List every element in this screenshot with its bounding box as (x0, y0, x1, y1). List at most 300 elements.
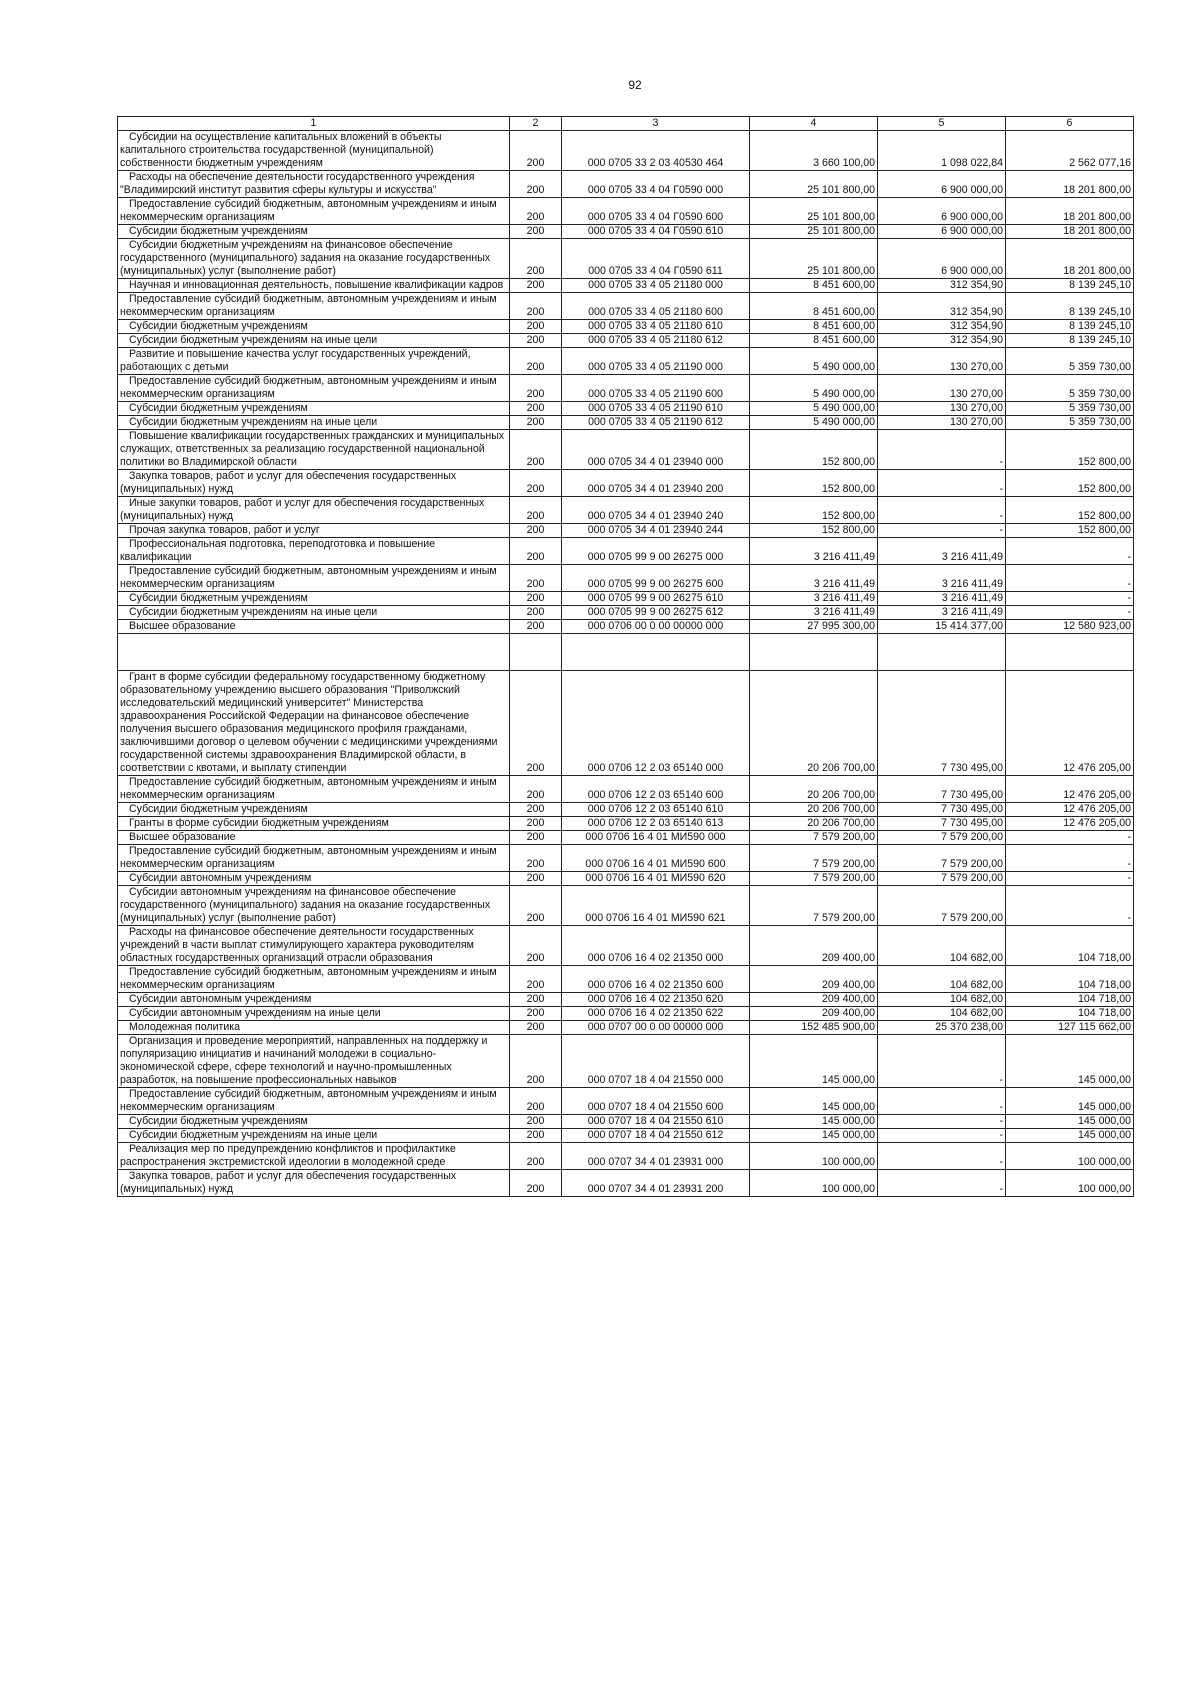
name-cell (118, 592, 510, 606)
classification-code-cell: 000 0706 12 2 03 65140 610 (562, 803, 750, 817)
admin-code-cell: 200 (510, 592, 562, 606)
executed-amount-cell: 3 216 411,49 (878, 592, 1006, 606)
spacer-cell (118, 634, 510, 671)
table-row (118, 402, 1134, 416)
classification-code-cell: 000 0705 99 9 00 26275 600 (562, 565, 750, 592)
executed-amount-cell: 312 354,90 (878, 279, 1006, 293)
approved-amount-cell: 7 579 200,00 (750, 845, 878, 872)
approved-amount-cell: 8 451 600,00 (750, 320, 878, 334)
admin-code-cell: 200 (510, 817, 562, 831)
approved-amount-cell: 7 579 200,00 (750, 886, 878, 926)
executed-amount-cell: 6 900 000,00 (878, 225, 1006, 239)
remaining-amount-cell: 145 000,00 (1006, 1035, 1134, 1088)
approved-amount-cell: 20 206 700,00 (750, 776, 878, 803)
name-cell (118, 620, 510, 634)
row-label: Субсидии автономным учреждениям на финансовое обеспечение государственного (муниципального) задания на оказание государственных (муниципальных) услуг (выполнение работ) (120, 886, 491, 924)
name-cell (118, 1129, 510, 1143)
row-label: Молодежная политика (129, 1021, 241, 1033)
executed-amount-cell: 25 370 238,00 (878, 1021, 1006, 1035)
admin-code-cell: 200 (510, 1007, 562, 1021)
executed-amount-cell: 3 216 411,49 (878, 606, 1006, 620)
row-label: Расходы на обеспечение деятельности государственного учреждения "Владимирский институт развития сферы культуры и искусства" (120, 171, 475, 196)
table-row (118, 538, 1134, 565)
executed-amount-cell: - (878, 497, 1006, 524)
name-cell (118, 565, 510, 592)
row-label: Прочая закупка товаров, работ и услуг (129, 524, 320, 536)
approved-amount-cell: 20 206 700,00 (750, 817, 878, 831)
executed-amount-cell: 104 682,00 (878, 966, 1006, 993)
classification-code-cell: 000 0705 33 4 05 21180 000 (562, 279, 750, 293)
table-row (118, 131, 1134, 171)
approved-amount-cell: 209 400,00 (750, 966, 878, 993)
executed-amount-cell: 7 579 200,00 (878, 872, 1006, 886)
remaining-amount-cell: - (1006, 831, 1134, 845)
admin-code-cell: 200 (510, 831, 562, 845)
name-cell (118, 926, 510, 966)
executed-amount-cell: - (878, 1143, 1006, 1170)
name-cell (118, 524, 510, 538)
row-label: Предоставление субсидий бюджетным, автономным учреждениям и иным некоммерческим организациям (120, 966, 497, 991)
classification-code-cell: 000 0705 33 4 04 Г0590 610 (562, 225, 750, 239)
approved-amount-cell: 5 490 000,00 (750, 348, 878, 375)
admin-code-cell: 200 (510, 524, 562, 538)
header-cell-5: 5 (878, 117, 1006, 131)
executed-amount-cell: - (878, 1088, 1006, 1115)
row-label: Предоставление субсидий бюджетным, автономным учреждениям и иным некоммерческим организациям (120, 845, 497, 870)
table-row (118, 1143, 1134, 1170)
spacer-row (118, 634, 1134, 671)
approved-amount-cell: 5 490 000,00 (750, 375, 878, 402)
classification-code-cell: 000 0706 16 4 01 МИ590 000 (562, 831, 750, 845)
approved-amount-cell: 209 400,00 (750, 993, 878, 1007)
classification-code-cell: 000 0705 33 4 04 Г0590 600 (562, 198, 750, 225)
row-label: Высшее образование (129, 831, 236, 843)
table-row (118, 171, 1134, 198)
admin-code-cell: 200 (510, 1035, 562, 1088)
classification-code-cell: 000 0705 33 4 05 21190 610 (562, 402, 750, 416)
remaining-amount-cell: 12 476 205,00 (1006, 776, 1134, 803)
executed-amount-cell: - (878, 470, 1006, 497)
classification-code-cell: 000 0705 34 4 01 23940 000 (562, 430, 750, 470)
classification-code-cell: 000 0705 33 4 05 21180 612 (562, 334, 750, 348)
row-label: Субсидии бюджетным учреждениям (129, 225, 308, 237)
classification-code-cell: 000 0707 18 4 04 21550 600 (562, 1088, 750, 1115)
classification-code-cell: 000 0706 00 0 00 00000 000 (562, 620, 750, 634)
header-row (118, 117, 1134, 131)
table-row (118, 524, 1134, 538)
row-label: Грант в форме субсидии федеральному государственному бюджетному образовательному учреждению высшего образования "Приволжский исследовательский медицинский университет" Министерства здравоохранения Российской Федерации на финансовое обеспечение получения высшего образования медицинского профиля гражданами, заключившими договор о целевом обучении с медицинскими учреждениями государственной системы здравоохранения Владимирской области, в соответствии с квотами, и выплату стипендии (120, 671, 498, 774)
executed-amount-cell: 7 730 495,00 (878, 776, 1006, 803)
classification-code-cell: 000 0707 00 0 00 00000 000 (562, 1021, 750, 1035)
executed-amount-cell: 7 579 200,00 (878, 886, 1006, 926)
remaining-amount-cell: 18 201 800,00 (1006, 198, 1134, 225)
table-row (118, 239, 1134, 279)
classification-code-cell: 000 0707 18 4 04 21550 610 (562, 1115, 750, 1129)
remaining-amount-cell: 5 359 730,00 (1006, 348, 1134, 375)
remaining-amount-cell: 8 139 245,10 (1006, 279, 1134, 293)
spacer-cell (878, 634, 1006, 671)
approved-amount-cell: 209 400,00 (750, 1007, 878, 1021)
remaining-amount-cell: 145 000,00 (1006, 1129, 1134, 1143)
name-cell (118, 803, 510, 817)
row-label: Субсидии бюджетным учреждениям (129, 592, 308, 604)
name-cell (118, 348, 510, 375)
admin-code-cell: 200 (510, 803, 562, 817)
table-row (118, 872, 1134, 886)
admin-code-cell: 200 (510, 845, 562, 872)
executed-amount-cell: - (878, 1115, 1006, 1129)
admin-code-cell: 200 (510, 993, 562, 1007)
admin-code-cell: 200 (510, 375, 562, 402)
remaining-amount-cell: 12 476 205,00 (1006, 817, 1134, 831)
classification-code-cell: 000 0705 99 9 00 26275 000 (562, 538, 750, 565)
row-label: Субсидии бюджетным учреждениям на иные цели (129, 606, 378, 618)
approved-amount-cell: 152 800,00 (750, 524, 878, 538)
admin-code-cell: 200 (510, 239, 562, 279)
budget-table (117, 116, 1134, 1197)
approved-amount-cell: 25 101 800,00 (750, 225, 878, 239)
table-row (118, 831, 1134, 845)
admin-code-cell: 200 (510, 430, 562, 470)
name-cell (118, 831, 510, 845)
approved-amount-cell: 145 000,00 (750, 1115, 878, 1129)
name-cell (118, 872, 510, 886)
classification-code-cell: 000 0707 18 4 04 21550 612 (562, 1129, 750, 1143)
remaining-amount-cell: 127 115 662,00 (1006, 1021, 1134, 1035)
name-cell (118, 131, 510, 171)
classification-code-cell: 000 0705 34 4 01 23940 240 (562, 497, 750, 524)
approved-amount-cell: 100 000,00 (750, 1170, 878, 1197)
remaining-amount-cell: - (1006, 845, 1134, 872)
name-cell (118, 198, 510, 225)
remaining-amount-cell: 18 201 800,00 (1006, 225, 1134, 239)
row-label: Предоставление субсидий бюджетным, автономным учреждениям и иным некоммерческим организациям (120, 375, 497, 400)
executed-amount-cell: 312 354,90 (878, 293, 1006, 320)
name-cell (118, 538, 510, 565)
executed-amount-cell: - (878, 1129, 1006, 1143)
admin-code-cell: 200 (510, 225, 562, 239)
classification-code-cell: 000 0707 34 4 01 23931 200 (562, 1170, 750, 1197)
remaining-amount-cell: 12 476 205,00 (1006, 803, 1134, 817)
name-cell (118, 171, 510, 198)
table-row (118, 348, 1134, 375)
table-row (118, 1115, 1134, 1129)
table-row (118, 776, 1134, 803)
row-label: Субсидии автономным учреждениям (129, 872, 312, 884)
row-label: Субсидии бюджетным учреждениям на финансовое обеспечение государственного (муниципального) задания на оказание государственных (муниципальных) услуг (выполнение работ) (120, 239, 491, 277)
table-row (118, 845, 1134, 872)
row-label: Развитие и повышение качества услуг государственных учреждений, работающих с детьми (120, 348, 471, 373)
row-label: Субсидии бюджетным учреждениям на иные цели (129, 1129, 378, 1141)
row-label: Субсидии бюджетным учреждениям (129, 402, 308, 414)
approved-amount-cell: 3 216 411,49 (750, 592, 878, 606)
approved-amount-cell: 145 000,00 (750, 1129, 878, 1143)
name-cell (118, 293, 510, 320)
table-row (118, 470, 1134, 497)
admin-code-cell: 200 (510, 348, 562, 375)
table-row (118, 592, 1134, 606)
table-row (118, 803, 1134, 817)
remaining-amount-cell: - (1006, 606, 1134, 620)
executed-amount-cell: 6 900 000,00 (878, 171, 1006, 198)
remaining-amount-cell: 152 800,00 (1006, 497, 1134, 524)
remaining-amount-cell: 5 359 730,00 (1006, 402, 1134, 416)
approved-amount-cell: 152 485 900,00 (750, 1021, 878, 1035)
admin-code-cell: 200 (510, 620, 562, 634)
admin-code-cell: 200 (510, 131, 562, 171)
approved-amount-cell: 8 451 600,00 (750, 279, 878, 293)
name-cell (118, 225, 510, 239)
approved-amount-cell: 8 451 600,00 (750, 334, 878, 348)
table-row (118, 817, 1134, 831)
admin-code-cell: 200 (510, 1129, 562, 1143)
admin-code-cell: 200 (510, 671, 562, 776)
executed-amount-cell: 130 270,00 (878, 375, 1006, 402)
name-cell (118, 1035, 510, 1088)
row-label: Высшее образование (129, 620, 236, 632)
classification-code-cell: 000 0706 12 2 03 65140 613 (562, 817, 750, 831)
row-label: Повышение квалификации государственных гражданских и муниципальных служащих, ответственных за реализацию государственной национальной политики во Владимирской области (120, 430, 505, 468)
classification-code-cell: 000 0705 33 4 05 21190 612 (562, 416, 750, 430)
header-cell-2: 2 (510, 117, 562, 131)
table-row (118, 1088, 1134, 1115)
table-row (118, 671, 1134, 776)
name-cell (118, 1088, 510, 1115)
remaining-amount-cell: - (1006, 565, 1134, 592)
admin-code-cell: 200 (510, 1115, 562, 1129)
executed-amount-cell: 6 900 000,00 (878, 198, 1006, 225)
table-row (118, 1007, 1134, 1021)
executed-amount-cell: 312 354,90 (878, 334, 1006, 348)
admin-code-cell: 200 (510, 470, 562, 497)
row-label: Субсидии автономным учреждениям (129, 993, 312, 1005)
table-row (118, 198, 1134, 225)
approved-amount-cell: 152 800,00 (750, 470, 878, 497)
page-number: 92 (628, 78, 642, 92)
approved-amount-cell: 25 101 800,00 (750, 171, 878, 198)
admin-code-cell: 200 (510, 334, 562, 348)
admin-code-cell: 200 (510, 1170, 562, 1197)
classification-code-cell: 000 0706 16 4 02 21350 600 (562, 966, 750, 993)
name-cell (118, 966, 510, 993)
executed-amount-cell: 104 682,00 (878, 926, 1006, 966)
approved-amount-cell: 8 451 600,00 (750, 293, 878, 320)
name-cell (118, 1115, 510, 1129)
name-cell (118, 606, 510, 620)
executed-amount-cell: 6 900 000,00 (878, 239, 1006, 279)
table-row (118, 279, 1134, 293)
classification-code-cell: 000 0706 16 4 01 МИ590 620 (562, 872, 750, 886)
table-row (118, 1129, 1134, 1143)
remaining-amount-cell: 8 139 245,10 (1006, 320, 1134, 334)
classification-code-cell: 000 0706 12 2 03 65140 000 (562, 671, 750, 776)
row-label: Субсидии на осуществление капитальных вложений в объекты капитального строительства государственной (муниципальной) собственности бюджетным учреждениям (120, 131, 442, 169)
row-label: Субсидии бюджетным учреждениям (129, 320, 308, 332)
name-cell (118, 671, 510, 776)
name-cell (118, 430, 510, 470)
executed-amount-cell: 7 730 495,00 (878, 803, 1006, 817)
name-cell (118, 416, 510, 430)
classification-code-cell: 000 0705 99 9 00 26275 610 (562, 592, 750, 606)
admin-code-cell: 200 (510, 293, 562, 320)
row-label: Предоставление субсидий бюджетным, автономным учреждениям и иным некоммерческим организациям (120, 776, 497, 801)
name-cell (118, 402, 510, 416)
table-body (118, 131, 1134, 1197)
remaining-amount-cell: 8 139 245,10 (1006, 334, 1134, 348)
name-cell (118, 886, 510, 926)
remaining-amount-cell: 18 201 800,00 (1006, 171, 1134, 198)
admin-code-cell: 200 (510, 320, 562, 334)
header-cell-4: 4 (750, 117, 878, 131)
remaining-amount-cell: 104 718,00 (1006, 966, 1134, 993)
executed-amount-cell: 1 098 022,84 (878, 131, 1006, 171)
row-label: Расходы на финансовое обеспечение деятельности государственных учреждений в части выплат стимулирующего характера руководителям областных государственных организаций отрасли образования (120, 926, 474, 964)
name-cell (118, 1170, 510, 1197)
classification-code-cell: 000 0707 18 4 04 21550 000 (562, 1035, 750, 1088)
remaining-amount-cell: 145 000,00 (1006, 1115, 1134, 1129)
name-cell (118, 845, 510, 872)
table-row (118, 430, 1134, 470)
executed-amount-cell: 7 730 495,00 (878, 817, 1006, 831)
row-label: Субсидии бюджетным учреждениям (129, 1115, 308, 1127)
approved-amount-cell: 3 216 411,49 (750, 565, 878, 592)
header-cell-3: 3 (562, 117, 750, 131)
executed-amount-cell: - (878, 430, 1006, 470)
classification-code-cell: 000 0705 33 4 05 21180 610 (562, 320, 750, 334)
admin-code-cell: 200 (510, 279, 562, 293)
name-cell (118, 375, 510, 402)
remaining-amount-cell: 100 000,00 (1006, 1143, 1134, 1170)
classification-code-cell: 000 0705 99 9 00 26275 612 (562, 606, 750, 620)
name-cell (118, 334, 510, 348)
admin-code-cell: 200 (510, 171, 562, 198)
table-row (118, 886, 1134, 926)
executed-amount-cell: 130 270,00 (878, 402, 1006, 416)
row-label: Закупка товаров, работ и услуг для обеспечения государственных (муниципальных) нужд (120, 1170, 457, 1195)
executed-amount-cell: 7 579 200,00 (878, 845, 1006, 872)
table-row (118, 320, 1134, 334)
remaining-amount-cell: 8 139 245,10 (1006, 293, 1134, 320)
admin-code-cell: 200 (510, 1021, 562, 1035)
table-row (118, 620, 1134, 634)
admin-code-cell: 200 (510, 1143, 562, 1170)
header-cell-6: 6 (1006, 117, 1134, 131)
name-cell (118, 1021, 510, 1035)
name-cell (118, 776, 510, 803)
classification-code-cell: 000 0705 33 4 05 21180 600 (562, 293, 750, 320)
row-label: Предоставление субсидий бюджетным, автономным учреждениям и иным некоммерческим организациям (120, 565, 497, 590)
admin-code-cell: 200 (510, 416, 562, 430)
remaining-amount-cell: - (1006, 538, 1134, 565)
spacer-cell (750, 634, 878, 671)
table-row (118, 993, 1134, 1007)
approved-amount-cell: 20 206 700,00 (750, 671, 878, 776)
approved-amount-cell: 7 579 200,00 (750, 872, 878, 886)
row-label: Субсидии автономным учреждениям на иные цели (129, 1007, 381, 1019)
approved-amount-cell: 7 579 200,00 (750, 831, 878, 845)
admin-code-cell: 200 (510, 926, 562, 966)
classification-code-cell: 000 0705 34 4 01 23940 200 (562, 470, 750, 497)
table-row (118, 225, 1134, 239)
remaining-amount-cell: 152 800,00 (1006, 470, 1134, 497)
remaining-amount-cell: 152 800,00 (1006, 430, 1134, 470)
approved-amount-cell: 5 490 000,00 (750, 402, 878, 416)
table-row (118, 1170, 1134, 1197)
table-row (118, 565, 1134, 592)
remaining-amount-cell: 12 476 205,00 (1006, 671, 1134, 776)
table-row (118, 497, 1134, 524)
executed-amount-cell: 130 270,00 (878, 416, 1006, 430)
approved-amount-cell: 27 995 300,00 (750, 620, 878, 634)
row-label: Профессиональная подготовка, переподготовка и повышение квалификации (120, 538, 436, 563)
row-label: Субсидии бюджетным учреждениям на иные цели (129, 334, 378, 346)
executed-amount-cell: 130 270,00 (878, 348, 1006, 375)
remaining-amount-cell: 104 718,00 (1006, 993, 1134, 1007)
classification-code-cell: 000 0705 34 4 01 23940 244 (562, 524, 750, 538)
approved-amount-cell: 152 800,00 (750, 497, 878, 524)
executed-amount-cell: 15 414 377,00 (878, 620, 1006, 634)
table-row (118, 1035, 1134, 1088)
approved-amount-cell: 25 101 800,00 (750, 239, 878, 279)
name-cell (118, 817, 510, 831)
row-label: Иные закупки товаров, работ и услуг для обеспечения государственных (муниципальных) нужд (120, 497, 485, 522)
row-label: Закупка товаров, работ и услуг для обеспечения государственных (муниципальных) нужд (120, 470, 457, 495)
admin-code-cell: 200 (510, 776, 562, 803)
table-row (118, 293, 1134, 320)
classification-code-cell: 000 0706 16 4 01 МИ590 600 (562, 845, 750, 872)
remaining-amount-cell: 5 359 730,00 (1006, 375, 1134, 402)
remaining-amount-cell: - (1006, 592, 1134, 606)
classification-code-cell: 000 0705 33 2 03 40530 464 (562, 131, 750, 171)
row-label: Научная и инновационная деятельность, повышение квалификации кадров (129, 279, 504, 291)
spacer-cell (562, 634, 750, 671)
admin-code-cell: 200 (510, 606, 562, 620)
row-label: Субсидии бюджетным учреждениям (129, 803, 308, 815)
approved-amount-cell: 3 660 100,00 (750, 131, 878, 171)
classification-code-cell: 000 0706 16 4 01 МИ590 621 (562, 886, 750, 926)
classification-code-cell: 000 0706 16 4 02 21350 000 (562, 926, 750, 966)
admin-code-cell: 200 (510, 402, 562, 416)
classification-code-cell: 000 0705 33 4 04 Г0590 611 (562, 239, 750, 279)
remaining-amount-cell: - (1006, 872, 1134, 886)
classification-code-cell: 000 0706 12 2 03 65140 600 (562, 776, 750, 803)
name-cell (118, 279, 510, 293)
spacer-cell (510, 634, 562, 671)
table-row (118, 606, 1134, 620)
admin-code-cell: 200 (510, 497, 562, 524)
remaining-amount-cell: 2 562 077,16 (1006, 131, 1134, 171)
row-label: Предоставление субсидий бюджетным, автономным учреждениям и иным некоммерческим организациям (120, 293, 497, 318)
admin-code-cell: 200 (510, 872, 562, 886)
name-cell (118, 320, 510, 334)
admin-code-cell: 200 (510, 1088, 562, 1115)
approved-amount-cell: 209 400,00 (750, 926, 878, 966)
classification-code-cell: 000 0705 33 4 04 Г0590 000 (562, 171, 750, 198)
row-label: Реализация мер по предупреждению конфликтов и профилактике распространения экстремистской идеологии в молодежной среде (120, 1143, 456, 1168)
executed-amount-cell: 312 354,90 (878, 320, 1006, 334)
executed-amount-cell: - (878, 1035, 1006, 1088)
name-cell (118, 1007, 510, 1021)
row-label: Предоставление субсидий бюджетным, автономным учреждениям и иным некоммерческим организациям (120, 198, 497, 223)
name-cell (118, 497, 510, 524)
row-label: Предоставление субсидий бюджетным, автономным учреждениям и иным некоммерческим организациям (120, 1088, 497, 1113)
executed-amount-cell: 3 216 411,49 (878, 538, 1006, 565)
table-row (118, 334, 1134, 348)
name-cell (118, 470, 510, 497)
table-row (118, 966, 1134, 993)
classification-code-cell: 000 0707 34 4 01 23931 000 (562, 1143, 750, 1170)
admin-code-cell: 200 (510, 966, 562, 993)
